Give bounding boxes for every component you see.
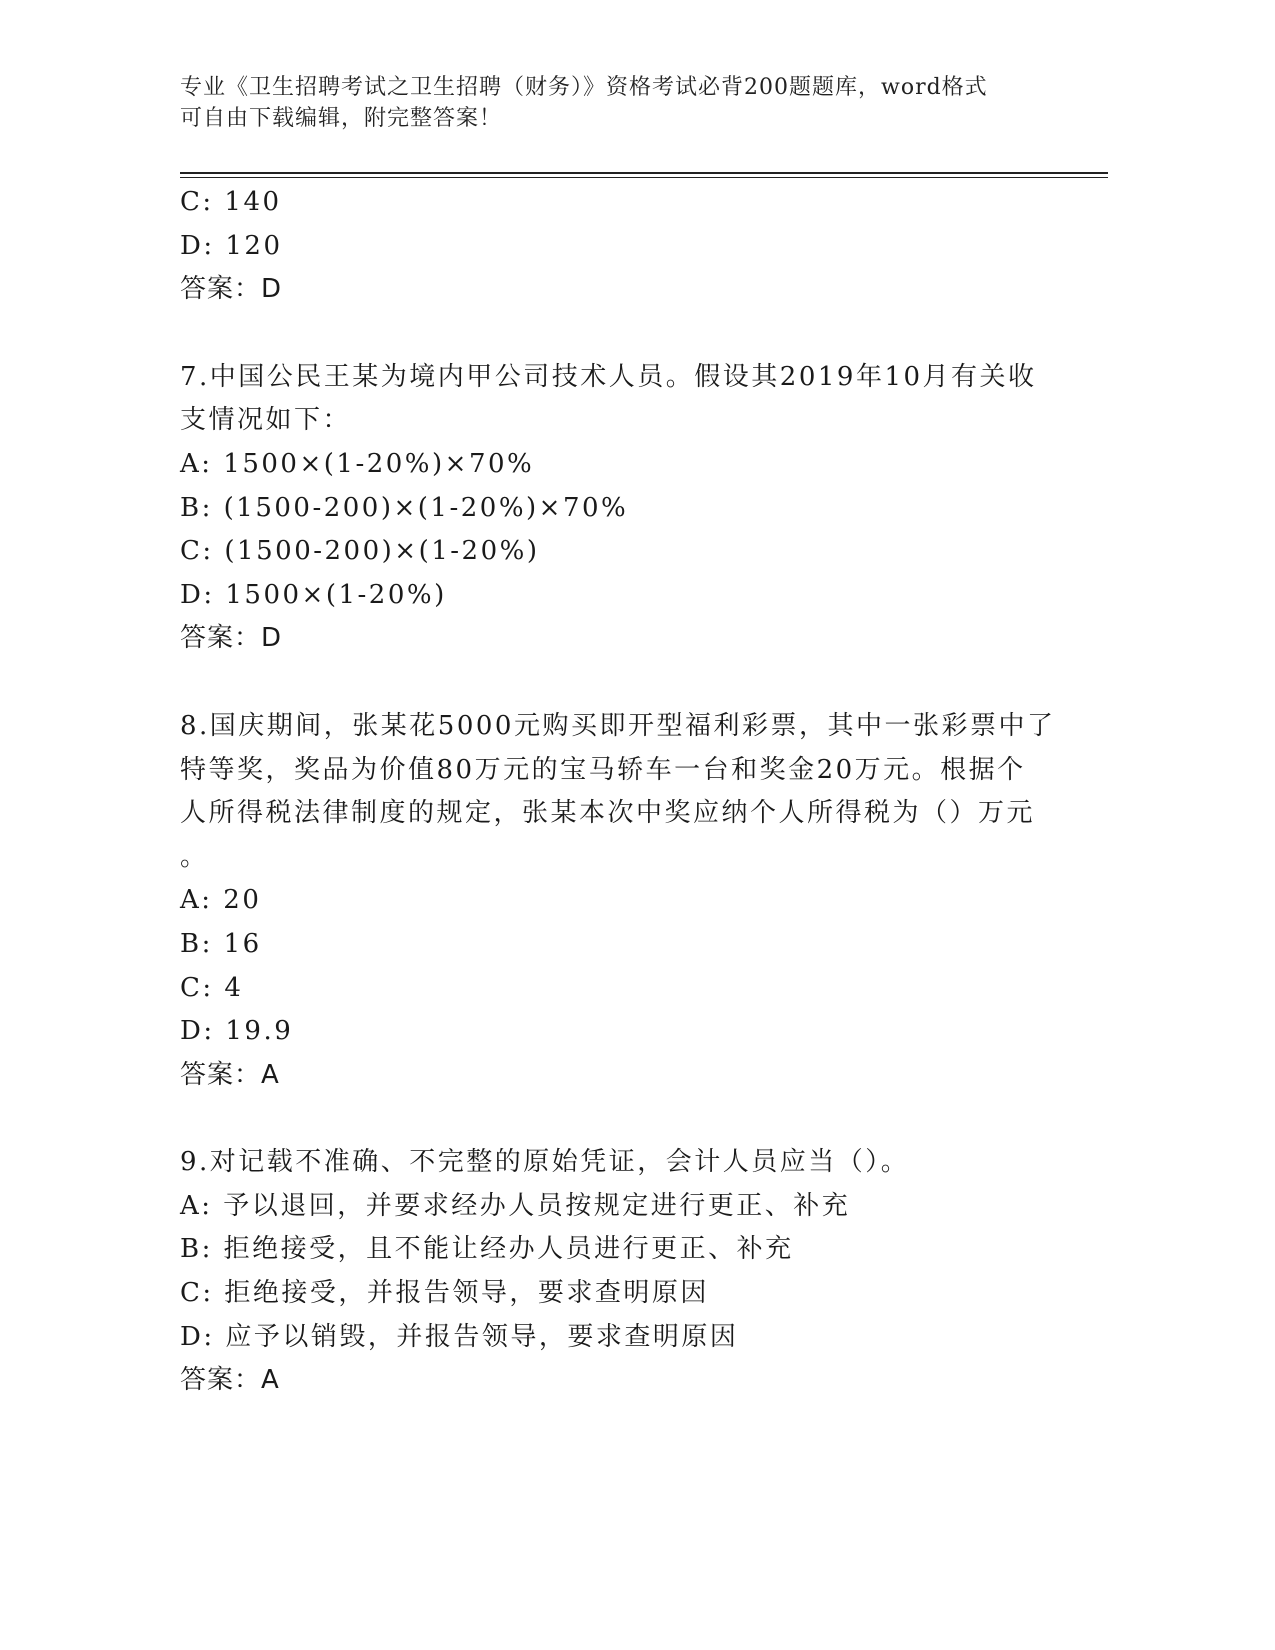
spacer — [180, 661, 1060, 705]
question-stem: 7.中国公民王某为境内甲公司技术人员。假设其2019年10月有关收 — [180, 361, 1037, 392]
question-stem: 9.对记载不准确、不完整的原始凭证，会计人员应当（）。 — [180, 1147, 910, 1178]
option-c: C: 4 — [180, 972, 244, 1003]
question-stem: 8.国庆期间，张某花5000元购买即开型福利彩票，其中一张彩票中了 — [180, 710, 1056, 741]
option-d: D: 1500×(1-20%) — [180, 579, 447, 610]
option-a: A: 20 — [180, 885, 262, 916]
question-stem: 人所得税法律制度的规定，张某本次中奖应纳个人所得税为（）万元 — [180, 798, 1036, 829]
spacer — [180, 312, 1060, 356]
question-stem: 特等奖，奖品为价值80万元的宝马轿车一台和奖金20万元。根据个 — [180, 754, 1026, 785]
answer: 答案：A — [180, 1365, 280, 1396]
option-b: B: (1500-200)×(1-20%)×70% — [180, 492, 629, 523]
option-d: D: 120 — [180, 230, 283, 261]
header-line-2: 可自由下载编辑，附完整答案！ — [180, 106, 503, 131]
option-a: A: 予以退回，并要求经办人员按规定进行更正、补充 — [180, 1190, 851, 1221]
question-content — [180, 181, 1060, 1403]
option-d: D: 19.9 — [180, 1016, 294, 1047]
option-a: A: 1500×(1-20%)×70% — [180, 448, 535, 479]
option-d: D: 应予以销毁，并报告领导，要求查明原因 — [180, 1321, 739, 1352]
question-9 — [180, 1141, 1060, 1403]
answer: 答案：A — [180, 1059, 280, 1090]
question-8 — [180, 705, 1060, 1097]
question-stem: 支情况如下： — [180, 405, 352, 436]
option-b: B: 拒绝接受，且不能让经办人员进行更正、补充 — [180, 1234, 794, 1265]
answer: 答案：D — [180, 274, 283, 305]
document-header — [180, 72, 1060, 134]
header-rule-thick — [180, 172, 1108, 174]
question-stem: 。 — [180, 841, 209, 872]
option-c: C: (1500-200)×(1-20%) — [180, 536, 540, 567]
option-b: B: 16 — [180, 928, 262, 959]
option-c: C: 140 — [180, 187, 282, 217]
spacer — [180, 1097, 1060, 1141]
header-rule-thin — [180, 177, 1108, 178]
answer: 答案：D — [180, 623, 283, 654]
previous-question-tail — [180, 181, 1060, 312]
question-7 — [180, 356, 1060, 661]
option-c: C: 拒绝接受，并报告领导，要求查明原因 — [180, 1278, 709, 1309]
header-line-1: 专业《卫生招聘考试之卫生招聘（财务）》资格考试必背200题题库，word格式 — [180, 75, 988, 100]
